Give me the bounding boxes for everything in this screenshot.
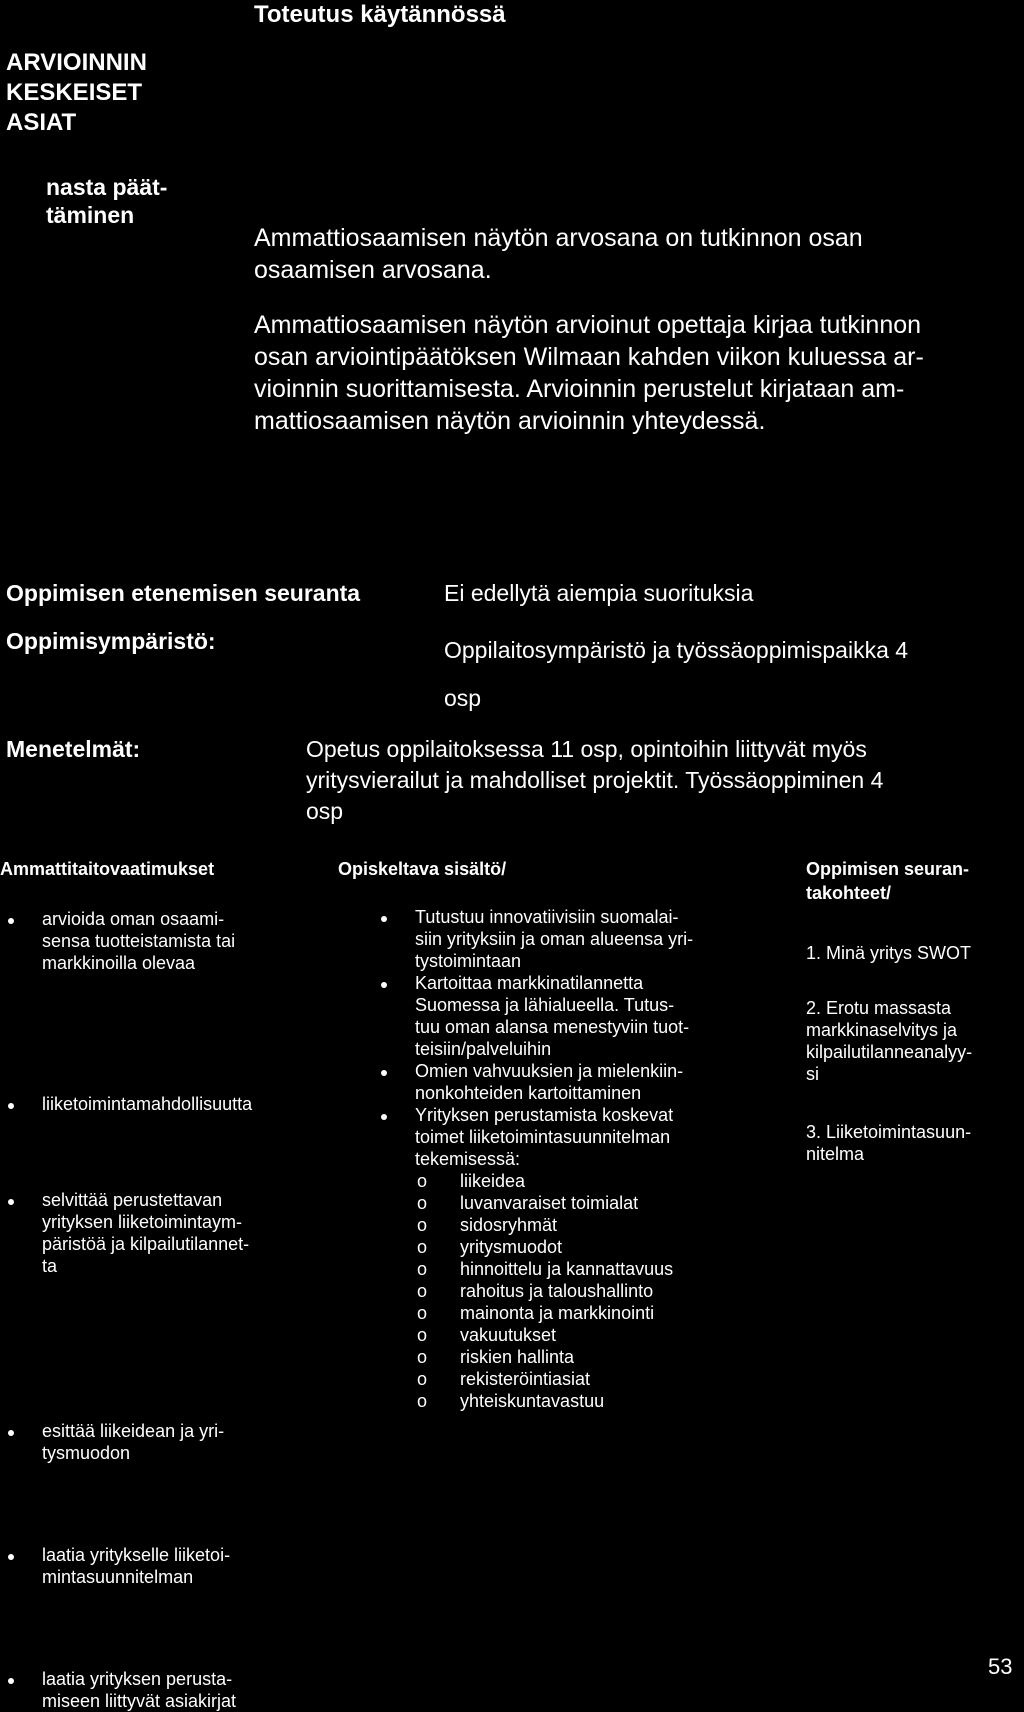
heading-line: ASIAT [6, 109, 77, 136]
environment-line: osp [444, 685, 482, 711]
list-item [379, 906, 799, 972]
item-line: mintasuunnitelman [42, 1567, 194, 1587]
circle-bullet-icon: o [417, 1193, 428, 1213]
circle-bullet-icon: o [417, 1391, 428, 1411]
sublist-item [379, 1346, 799, 1368]
page-number: 53 [988, 1654, 1013, 1679]
column-header-tracking [806, 857, 969, 905]
subheading-line: täminen [46, 202, 135, 228]
environment-label: Oppimisympäristö: [6, 628, 216, 654]
header-line: Oppimisen seuran- [806, 859, 970, 879]
item-line: toimet liiketoimintasuunnitelman [415, 1127, 671, 1147]
circle-bullet-icon: o [417, 1171, 428, 1191]
bullet-icon [381, 1114, 387, 1120]
tracking-item [806, 1121, 971, 1165]
paragraph-line: Ammattiosaamisen näytön arvosana on tutkinnon osan [254, 224, 863, 252]
sublist-item [379, 1170, 799, 1192]
item-line: teisiin/palveluihin [415, 1039, 552, 1059]
methods-label: Menetelmät: [6, 736, 141, 762]
column-header-content: Opiskeltava sisältö/ [338, 859, 507, 879]
methods-line: osp [306, 798, 344, 824]
item-line: Suomessa ja lähialueella. Tutus- [415, 995, 675, 1015]
environment-line: Oppilaitosympäristö ja työssäoppimispaikka 4 [444, 637, 909, 663]
list-item [379, 1060, 799, 1104]
item-line: Kartoittaa markkinatilannetta [415, 973, 644, 993]
item-line: arvioida oman osaami- [42, 909, 225, 929]
circle-bullet-icon: o [417, 1215, 428, 1235]
sublist-item [379, 1258, 799, 1280]
heading-line: ARVIOINNIN [6, 49, 147, 76]
methods-line: yritysvierailut ja mahdolliset projektit. Työssäoppiminen 4 [306, 767, 884, 793]
paragraph-line: Ammattiosaamisen näytön arvioinut opettaja kirjaa tutkinnon [254, 311, 922, 339]
column-header-requirements: Ammattitaitovaatimukset [0, 859, 215, 879]
paragraph-line: osaamisen arvosana. [254, 256, 492, 284]
bullet-icon [8, 918, 14, 924]
sublist-item [379, 1368, 799, 1390]
bullet-icon [8, 1199, 14, 1205]
circle-bullet-icon: o [417, 1303, 428, 1323]
list-item [6, 1093, 306, 1115]
sublist-label: luvanvaraiset toimialat [460, 1193, 639, 1213]
item-line: tekemisessä: [415, 1149, 521, 1169]
circle-bullet-icon: o [417, 1237, 428, 1257]
sublist-item [379, 1390, 799, 1412]
item-line: Omien vahvuuksien ja mielenkiin- [415, 1061, 684, 1081]
item-line: tysmuodon [42, 1443, 131, 1463]
item-line: Tutustuu innovatiivisiin suomalai- [415, 907, 679, 927]
list-item [6, 1668, 306, 1712]
sublist-item [379, 1192, 799, 1214]
bullet-icon [381, 982, 387, 988]
heading-line: KESKEISET [6, 79, 143, 106]
methods-line: Opetus oppilaitoksessa 11 osp, opintoihin liittyvät myös [306, 736, 867, 762]
item-line: nonkohteiden kartoittaminen [415, 1083, 642, 1103]
sublist-label: rekisteröintiasiat [460, 1369, 591, 1389]
circle-bullet-icon: o [417, 1347, 428, 1367]
content-sublist [379, 1170, 799, 1412]
sublist-label: vakuutukset [460, 1325, 557, 1345]
item-line: sensa tuotteistamista tai [42, 931, 236, 951]
sublist-label: yritysmuodot [460, 1237, 563, 1257]
item-line: tystoimintaan [415, 951, 522, 971]
assessment-paragraph-2 [254, 309, 924, 437]
subheading-line: nasta päät- [46, 174, 168, 200]
tracking-line: markkinaselvitys ja [806, 1020, 958, 1040]
item-line: yrityksen liiketoimintaym- [42, 1212, 243, 1232]
bullet-icon [8, 1678, 14, 1684]
circle-bullet-icon: o [417, 1259, 428, 1279]
list-item [6, 1189, 306, 1277]
sublist-label: yhteiskuntavastuu [460, 1391, 605, 1411]
circle-bullet-icon: o [417, 1281, 428, 1301]
sublist-item [379, 1214, 799, 1236]
item-line: esittää liikeidean ja yri- [42, 1421, 225, 1441]
tracking-line: kilpailutilanneanalyy- [806, 1042, 973, 1062]
item-line: tuu oman alansa menestyviin tuot- [415, 1017, 690, 1037]
list-item [379, 972, 799, 1060]
progress-value: Ei edellytä aiempia suorituksia [444, 580, 754, 606]
bullet-icon [8, 1103, 14, 1109]
item-line: selvittää perustettavan [42, 1190, 223, 1210]
sublist-item [379, 1280, 799, 1302]
tracking-line: 2. Erotu massasta [806, 998, 952, 1018]
sublist-item [379, 1236, 799, 1258]
paragraph-line: osan arviointipäätöksen Wilmaan kahden viikon kuluessa ar- [254, 343, 924, 371]
list-item [6, 1544, 306, 1588]
item-line: päristöä ja kilpailutilannet- [42, 1234, 250, 1254]
item-line: miseen liittyvät asiakirjat [42, 1691, 237, 1711]
environment-value [444, 626, 908, 722]
sublist-label: liikeidea [460, 1171, 526, 1191]
circle-bullet-icon: o [417, 1369, 428, 1389]
paragraph-line: mattiosaamisen näytön arvioinnin yhteydessä. [254, 407, 766, 435]
bullet-icon [8, 1430, 14, 1436]
assessment-paragraph-1 [254, 222, 863, 286]
item-line: markkinoilla olevaa [42, 953, 196, 973]
list-item [379, 1104, 799, 1170]
sublist-label: mainonta ja markkinointi [460, 1303, 655, 1323]
progress-label: Oppimisen etenemisen seuranta [6, 580, 361, 606]
content-column [379, 906, 799, 1412]
methods-value [306, 734, 883, 827]
sublist-label: sidosryhmät [460, 1215, 558, 1235]
bullet-icon [381, 916, 387, 922]
sublist-label: hinnoittelu ja kannattavuus [460, 1259, 674, 1279]
sublist-item [379, 1324, 799, 1346]
circle-bullet-icon: o [417, 1325, 428, 1345]
sublist-label: riskien hallinta [460, 1347, 575, 1367]
tracking-item [806, 997, 972, 1085]
tracking-line: nitelma [806, 1144, 865, 1164]
bullet-icon [8, 1554, 14, 1560]
item-line: ta [42, 1256, 58, 1276]
item-line: laatia yritykselle liiketoi- [42, 1545, 231, 1565]
page-title: Toteutus käytännössä [254, 1, 506, 28]
sublist-label: rahoitus ja taloushallinto [460, 1281, 654, 1301]
tracking-line: 3. Liiketoimintasuun- [806, 1122, 972, 1142]
list-item [6, 1420, 306, 1464]
item-line: laatia yrityksen perusta- [42, 1669, 233, 1689]
header-line: takohteet/ [806, 883, 892, 903]
item-line: liiketoimintamahdollisuutta [42, 1094, 253, 1114]
item-line: Yrityksen perustamista koskevat [415, 1105, 674, 1125]
sublist-item [379, 1302, 799, 1324]
paragraph-line: vioinnin suorittamisesta. Arvioinnin perustelut kirjataan am- [254, 375, 905, 403]
tracking-line: 1. Minä yritys SWOT [806, 943, 972, 963]
item-line: siin yrityksiin ja oman alueensa yri- [415, 929, 694, 949]
tracking-line: si [806, 1064, 819, 1084]
tracking-item [806, 942, 971, 964]
list-item [6, 908, 306, 974]
bullet-icon [381, 1070, 387, 1076]
